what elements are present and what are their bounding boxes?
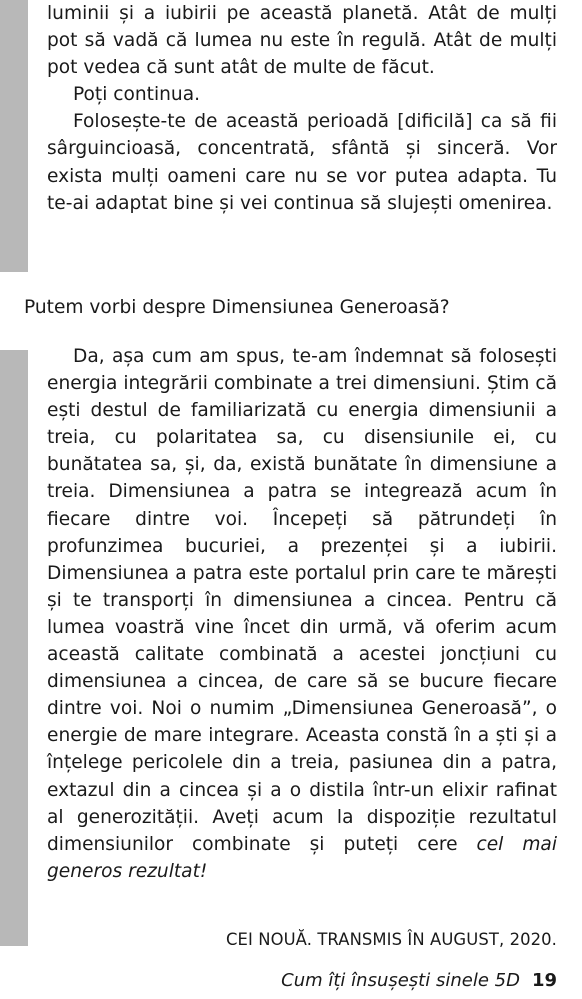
answer-text: Da, așa cum am spus, te-am îndemnat să folosești energia integrării combinate a trei dimensiuni. Știm că ești destul de familiarizată cu energia dimensiunii a treia, cu polaritatea sa, cu disensiunile ei, cu bunătatea sa, și, da, există bunătate în dimensiune a treia. Dimensiunea a patra se integrează acum în fiecare dintre voi. Începeți să pătrundeți în profunzimea bucuriei, a prezenței și a iubirii. Dimensiunea a patra este portalul prin care te mărești și te transporți în dimensiunea a cincea. Pentru că lumea voastră vine încet din urmă, vă oferim acum această calitate combinată a acestei joncțiuni cu dimensiunea a cincea, de care să se bucure fiecare dintre voi. Noi o numim „Dimensiunea Generoasă”, o energie de mare integrare. Aceasta constă în a ști și a înțelege pericolele din a treia, pasiunea din a patra, extazul din a cincea și a o distila într-un elixir rafinat al generozității. Aveți acum la dispoziție rezultatul dimensiunilor combinate și puteți cere xyxy=(47,346,557,855)
page-number: 19 xyxy=(531,970,557,991)
sidebar-bar-bottom xyxy=(0,350,28,946)
paragraph-advice: Folosește-te de această perioadă [dificilă] ca să fii sârguincioasă, concentrată, sfântă și sinceră. Vor exista mulți oameni care nu se vor putea adapta. Tu te-ai adaptat bine și vei continua să slujești omenirea. xyxy=(47,111,557,214)
book-title: Cum îți însușești sinele 5D xyxy=(281,970,520,991)
answer-emphasis: cel mai generos rezultat! xyxy=(47,833,557,882)
paragraph-short: Poți continua. xyxy=(73,84,201,106)
page-footer xyxy=(281,968,557,994)
top-passage xyxy=(47,0,557,217)
answer-passage xyxy=(47,343,557,885)
sidebar-bar-top xyxy=(0,0,28,272)
paragraph-continuation: luminii și a iubirii pe această planetă. Atât de mulți pot să vadă că lumea nu este în regulă. Atât de mulți pot vedea că sunt atât de multe de făcut. xyxy=(47,3,557,79)
question-heading: Putem vorbi despre Dimensiunea Generoasă? xyxy=(24,297,450,318)
signature-line: CEI NOUĂ. TRANSMIS ÎN AUGUST, 2020. xyxy=(225,930,557,949)
answer-paragraph xyxy=(47,343,557,885)
